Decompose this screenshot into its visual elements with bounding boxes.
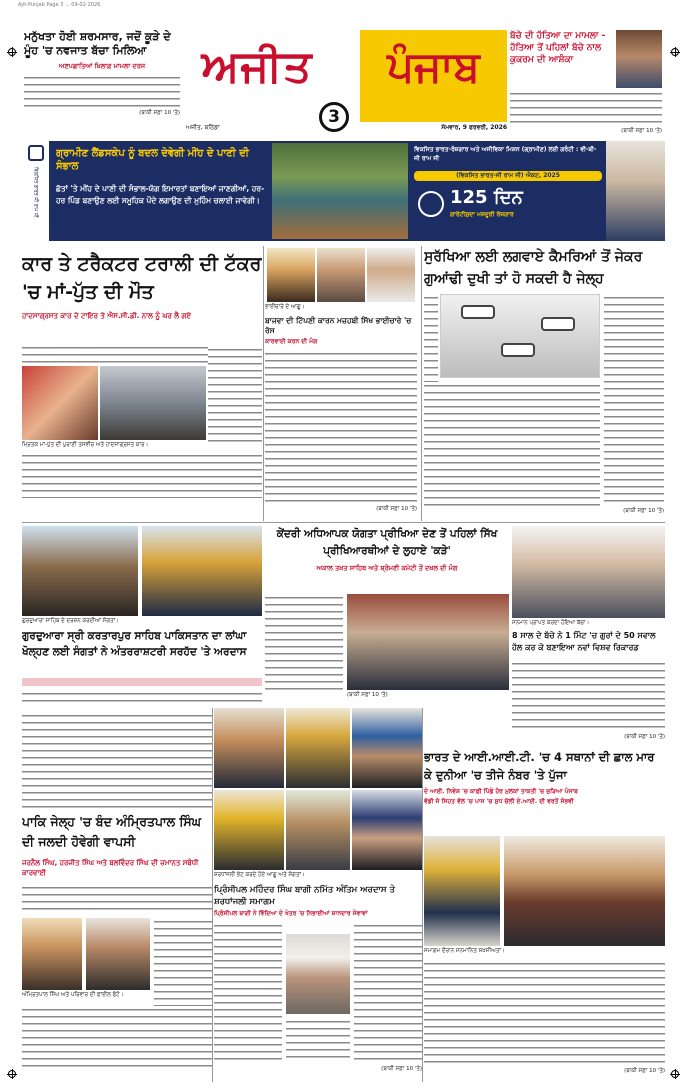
camera-icon — [501, 343, 535, 357]
kartarpur-bullet — [22, 678, 262, 686]
amritpal-photo — [22, 918, 82, 990]
ceremony-photo — [424, 836, 500, 946]
kartarpur-caption: ਗੁਰਦੁਆਰਾ ਸਾਹਿਬ ਦੇ ਦਰਸ਼ਨ ਕਰਦੀਆਂ ਸੰਗਤਾਂ। — [22, 618, 119, 624]
emblem-icon — [28, 145, 44, 161]
ad-side-text: ਵਿਕਸਿਤ ਭਾਰਤ ਜੀ ਰਾਮ ਜੀ — [32, 167, 39, 218]
mohinder-story — [214, 708, 422, 1082]
ad-body: ਛੱਤਾਂ 'ਤੇ ਮੀਂਹ ਦੇ ਪਾਣੀ ਦੀ ਸੰਭਾਲ-ਯੋਗ ਇਮਾਰਤਾਂ ਬਣਾਇਆਂ ਜਾਣਗੀਆਂ, ਹਰ-ਹਰ ਪਿੰਡ ਬਣਾਉਣ ਲਈ ਸਮੂਹਿਕ ਪੌਦੇ ਲਗਾਉਣ ਦੀ ਮੁਹਿੰਮ ਚਲਾਈ ਜਾਵੇਗੀ। — [56, 184, 265, 205]
amritpal-caption: ਅੰਮ੍ਰਿਤਪਾਲ ਸਿੰਘ ਅਤੇ ਪਰਿਵਾਰ ਦੀ ਫਾਈਲ ਫੋਟੋ। — [22, 992, 124, 998]
continued-note: (ਬਾਕੀ ਸਫ਼ਾ 10 'ਤੇ) — [621, 128, 662, 134]
sikh-kara-body — [265, 594, 343, 694]
continued-note: (ਬਾਕੀ ਸਫ਼ਾ 10 'ਤੇ) — [624, 734, 665, 740]
kartarpur-body — [22, 690, 262, 706]
masthead-place: ਅਜੀਤ, ਬਠਿੰਡਾ — [186, 124, 220, 131]
registration-mark-icon — [8, 1070, 16, 1078]
portrait-photo — [317, 248, 365, 302]
masthead-left-headline: ਮਨੁੱਖਤਾ ਹੋਈ ਸ਼ਰਮਸਾਰ, ਜਦੋਂ ਕੂੜੇ ਦੇ ਮੂੰਹ 'ਚ ਨਵਜਾਤ ਬੱਚਾ ਮਿਲਿਆ — [24, 30, 171, 57]
wrecked-car-photo — [100, 366, 206, 440]
cctv-illustration — [440, 294, 600, 378]
registration-mark-icon — [671, 48, 679, 56]
kabaddi-headline: ਬਾਜਵਾ ਦੀ ਟਿੱਪਣੀ ਕਾਰਨ ਮਜ਼ਹਬੀ ਸਿੱਖ ਭਾਈਚਾਰੇ 'ਚ ਰੋਸ — [265, 316, 412, 335]
iit-caption: ਸਮਾਗਮ ਦੌਰਾਨ ਸਨਮਾਨਿਤ ਸ਼ਖ਼ਸੀਅਤਾਂ। — [424, 948, 505, 954]
ad-right-pill: (ਵਿਕਸਿਤ ਭਾਰਤ-ਜੀ ਰਾਮ ਜੀ) ਐਕਟ, 2025 — [414, 171, 602, 181]
iit-body — [424, 960, 665, 1064]
record-story — [512, 526, 665, 746]
kabaddi-caption: ਭਾਈਚਾਰੇ ਦੇ ਆਗੂ। — [265, 304, 305, 310]
kabaddi-body — [265, 350, 417, 504]
car-tractor-sub: ਹਾਦਸਾਗ੍ਰਸਤ ਕਾਰ ਦੇ ਟਾਇਰ ਤੇ ਐਸ.ਸੀ.ਡੀ. ਨਾਲ ਨੂੰ ਘਰ ਲੈ ਗਏ — [22, 312, 191, 320]
cameras-body-main — [424, 382, 600, 506]
amritpal-story — [22, 712, 212, 1082]
car-tractor-body-bottom — [22, 452, 262, 498]
logo-title-left: ਅਜੀਤ — [201, 41, 313, 92]
car-tractor-story — [22, 250, 262, 500]
logo-left-block — [182, 30, 332, 122]
leader-photo — [606, 141, 665, 241]
car-tractor-body-side — [208, 346, 262, 446]
continued-note: (ਬਾਕੀ ਸਫ਼ਾ 10 'ਤੇ) — [347, 692, 388, 698]
ad-right-title: ਵਿਕਸਿਤ ਭਾਰਤ-ਰੋਜ਼ਗਾਰ ਅਤੇ ਅਜੀਵਿਕਾ ਮਿਸ਼ਨ (ਗ੍ਰਾਮੀਣ) ਲਈ ਗਰੰਟੀ : ਵੀ-ਬੀ-ਜੀ ਰਾਮ ਜੀ — [414, 146, 597, 162]
mohinder-sub: ਪ੍ਰਿੰਸੀਪਲ ਬਾਗੀ ਨੇ ਵਿੱਦਿਆ ਦੇ ਖੇਤਰ 'ਚ ਨਿਭਾਈਆਂ ਸ਼ਾਨਦਾਰ ਸੇਵਾਵਾਂ — [214, 910, 368, 917]
mohinder-body-left — [214, 922, 282, 1062]
masthead-left-story — [24, 30, 180, 140]
amritpal-headline: ਪਾਕਿ ਜੇਲ੍ਹ 'ਚ ਬੰਦ ਅੰਮ੍ਰਿਤਪਾਲ ਸਿੰਘ ਦੀ ਜਲਦੀ ਹੋਵੇਗੀ ਵਾਪਸੀ — [22, 814, 202, 849]
mohinder-caption: ਸ਼ਰਧਾਂਜਲੀ ਭੇਟ ਕਰਦੇ ਹੋਏ ਆਗੂ ਅਤੇ ਸੰਗਤਾਂ। — [214, 872, 305, 878]
mourner-photo — [214, 790, 284, 870]
kabaddi-story — [265, 246, 417, 521]
mohinder-headline: ਪ੍ਰਿੰਸੀਪਲ ਮਹਿੰਦਰ ਸਿੰਘ ਬਾਗੀ ਨਮਿੱਤ ਅੰਤਿਮ ਅਰਦਾਸ ਤੇ ਸ਼ਰਧਾਂਜਲੀ ਸਮਾਗਮ — [214, 885, 395, 907]
iit-bullet-2: ਵੱਡੀ ਜੋ ਸਿਹਤ ਵੱਲ 'ਚ ਪਾਸ 'ਚ ਸੁਧ ਚੱਲੀ ਏ.ਆਈ. ਦੀ ਵਰਤੋਂ ਸੰਭਵੀ — [424, 798, 574, 805]
mohinder-body-right — [354, 922, 422, 1062]
continued-note: (ਬਾਕੀ ਸਫ਼ਾ 10 'ਤੇ) — [623, 508, 664, 514]
government-ad — [22, 141, 665, 241]
logo-right-block — [360, 30, 507, 122]
masthead-right-body — [510, 90, 662, 126]
child-photo — [616, 30, 662, 88]
kartarpur-headline: ਗੁਰਦੁਆਰਾ ਸ੍ਰੀ ਕਰਤਾਰਪੁਰ ਸਾਹਿਬ ਪਾਕਿਸਤਾਨ ਦਾ ਲਾਂਘਾ ਖੋਲ੍ਹਣ ਲਈ ਸੰਗਤਾਂ ਨੇ ਅੰਤਰਰਾਸ਼ਟਰੀ ਸਰਹੱਦ 'ਤੇ ਅਰਦਾਸ — [22, 630, 247, 658]
ad-side-strip — [22, 141, 50, 241]
record-body — [512, 660, 665, 730]
print-line: Ajit-Punjab Page 3 ... 09-02-2026 — [18, 2, 101, 8]
masthead-left-sub: ਅਣਪਛਾਤਿਆਂ ਖ਼ਿਲਾਫ਼ ਮਾਮਲਾ ਦਰਜ — [58, 62, 146, 70]
masthead-right-headline: ਬੱਚੇ ਦੀ ਹੱਤਿਆ ਦਾ ਮਾਮਲਾ - ਹੱਤਿਆ ਤੋਂ ਪਹਿਲਾਂ ਬੱਚੇ ਨਾਲ ਕੁਕਰਮ ਦੀ ਆਸ਼ੰਕਾ — [510, 31, 606, 65]
camera-icon — [541, 317, 575, 331]
iit-story — [424, 748, 665, 1082]
masthead-date: ਸੋਮਵਾਰ, 9 ਫਰਵਰੀ, 2026 — [441, 124, 507, 131]
kartarpur-story — [22, 526, 262, 706]
sangat-photo — [142, 526, 262, 616]
portrait-photo — [267, 248, 315, 302]
mourner-photo — [286, 708, 350, 788]
column-rule — [212, 708, 213, 1082]
sikh-kara-headline: ਕੇਂਦਰੀ ਅਧਿਆਪਕ ਯੋਗਤਾ ਪ੍ਰੀਖਿਆ ਦੇਣ ਤੋਂ ਪਹਿਲਾਂ ਸਿੱਖ ਪ੍ਰੀਖਿਆਰਥੀਆਂ ਦੇ ਲੁਹਾਏ 'ਕੜੇ' — [276, 528, 498, 557]
megaphone-icon — [418, 191, 444, 217]
mourner-photo — [286, 790, 350, 870]
masthead-right-story — [510, 30, 662, 140]
record-caption: ਸਨਮਾਨ ਪ੍ਰਾਪਤ ਕਰਦਾ ਹੋਇਆ ਬੱਚਾ। — [512, 620, 590, 626]
continued-note: (ਬਾਕੀ ਸਫ਼ਾ 10 'ਤੇ) — [381, 1066, 422, 1072]
car-tractor-headline: ਕਾਰ ਤੇ ਟਰੈਕਟਰ ਟਰਾਲੀ ਦੀ ਟੱਕਰ 'ਚ ਮਾਂ-ਪੁੱਤ ਦੀ ਮੌਤ — [22, 253, 262, 303]
ad-days: 125 ਦਿਨ — [450, 187, 523, 208]
iit-headline: ਭਾਰਤ ਦੇ ਆਈ.ਆਈ.ਟੀ. 'ਚ 4 ਸਥਾਨਾਂ ਦੀ ਛਾਲ ਮਾਰ ਕੇ ਦੁਨੀਆ 'ਚ ਤੀਜੇ ਨੰਬਰ 'ਤੇ ਪੁੱਜਾ — [424, 750, 655, 782]
family-photo — [86, 918, 150, 990]
masthead-left-body — [24, 74, 180, 110]
pond-photo — [272, 143, 408, 239]
iit-bullet-1: ਦੇ ਆਈ. ਨਿਵੇਸ਼ 'ਚ ਕਾਫ਼ੀ ਪਿੱਛੇ ਹੋਰ ਮੁਲਕਾਂ ਤਾਕਤੀ 'ਚ ਜੁੜਿਆ ਪੰਜਾਬ — [424, 788, 578, 795]
masthead-logo — [182, 30, 507, 135]
section-rule — [22, 522, 665, 523]
amritpal-body-bottom — [22, 1006, 212, 1070]
cameras-body-right — [604, 294, 664, 506]
mohinder-body-under — [286, 1018, 350, 1062]
record-headline: 8 ਸਾਲ ਦੇ ਬੱਚੇ ਨੇ 1 ਮਿੰਟ 'ਚ ਗੁਰਾਂ ਦੇ 50 ਸਵਾਲ ਹੱਲ ਕਰ ਕੇ ਬਣਾਇਆ ਨਵਾਂ ਵਿਸ਼ਵ ਰਿਕਾਰਡ — [512, 631, 656, 652]
mourner-photo — [214, 708, 284, 788]
students-photo — [347, 594, 509, 690]
column-rule — [421, 246, 422, 521]
award-photo — [512, 526, 665, 618]
camera-icon — [461, 305, 495, 319]
amritpal-sub: ਜਰਨੈਲ ਸਿੰਘ, ਹਰਜੀਤ ਸਿੰਘ ਅਤੇ ਬਲਵਿੰਦਰ ਸਿੰਘ ਦੀ ਜ਼ਮਾਨਤ ਸਬੰਧੀ ਕਾਰਵਾਈ — [22, 859, 199, 877]
portrait-photo — [367, 248, 415, 302]
sikh-kara-sub: ਅਕਾਲ ਤਖ਼ਤ ਸਾਹਿਬ ਅਤੇ ਸ਼੍ਰੋਮਣੀ ਕਮੇਟੀ ਤੋਂ ਦਖ਼ਲ ਦੀ ਮੰਗ — [316, 564, 458, 572]
column-rule — [263, 246, 264, 521]
registration-mark-icon — [8, 48, 16, 56]
mourner-photo — [352, 790, 422, 870]
logo-title-right: ਪੰਜਾਬ — [387, 42, 480, 91]
ad-heading: ਗ੍ਰਾਮੀਣ ਲੈਂਡਸਕੇਪ ਨੂੰ ਬਦਲ ਦੇਵੇਗੀ ਮੀਂਹ ਦੇ ਪਾਣੀ ਦੀ ਸੰਭਾਲ — [56, 148, 249, 172]
amritpal-body-mid — [22, 884, 212, 914]
mother-son-photo — [22, 366, 98, 440]
page-number-badge: 3 — [319, 102, 349, 132]
continued-note: (ਬਾਕੀ ਸਫ਼ਾ 10 'ਤੇ) — [624, 1068, 665, 1074]
sangat-photo — [22, 526, 138, 616]
ad-guarantee: ਗਾਰੰਟੀਸ਼ੁਦਾ ਮਜ਼ਦੂਰੀ ਰੋਜ਼ਗਾਰ — [450, 211, 514, 218]
cameras-headline: ਸੁਰੱਖਿਆ ਲਈ ਲਗਵਾਏ ਕੈਮਰਿਆਂ ਤੋਂ ਜੇਕਰ ਗੁਆਂਢੀ ਦੁਖੀ ਤਾਂ ਹੋ ਸਕਦੀ ਹੈ ਜੇਲ੍ਹ — [424, 249, 643, 287]
sikh-kara-story — [265, 526, 509, 706]
continued-note: (ਬਾਕੀ ਸਫ਼ਾ 10 'ਤੇ) — [376, 506, 417, 512]
mourner-photo — [352, 708, 422, 788]
elder-photo — [286, 934, 350, 1014]
column-rule — [422, 708, 423, 1082]
kabaddi-sub: ਕਾਰਵਾਈ ਕਰਨ ਦੀ ਮੰਗ — [265, 338, 318, 345]
ceremony-photo — [504, 836, 665, 946]
cameras-story — [424, 246, 664, 521]
registration-mark-icon — [671, 1070, 679, 1078]
continued-note: (ਬਾਕੀ ਸਫ਼ਾ 10 'ਤੇ) — [139, 110, 180, 116]
amritpal-body-top — [22, 712, 212, 810]
car-tractor-caption: ਮ੍ਰਿਤਕ ਮਾਂ-ਪੁੱਤ ਦੀ ਪੁਰਾਣੀ ਤਸਵੀਰ ਅਤੇ ਹਾਦਸਾਗ੍ਰਸਤ ਕਾਰ। — [22, 442, 149, 448]
amritpal-body-side — [154, 918, 212, 1018]
